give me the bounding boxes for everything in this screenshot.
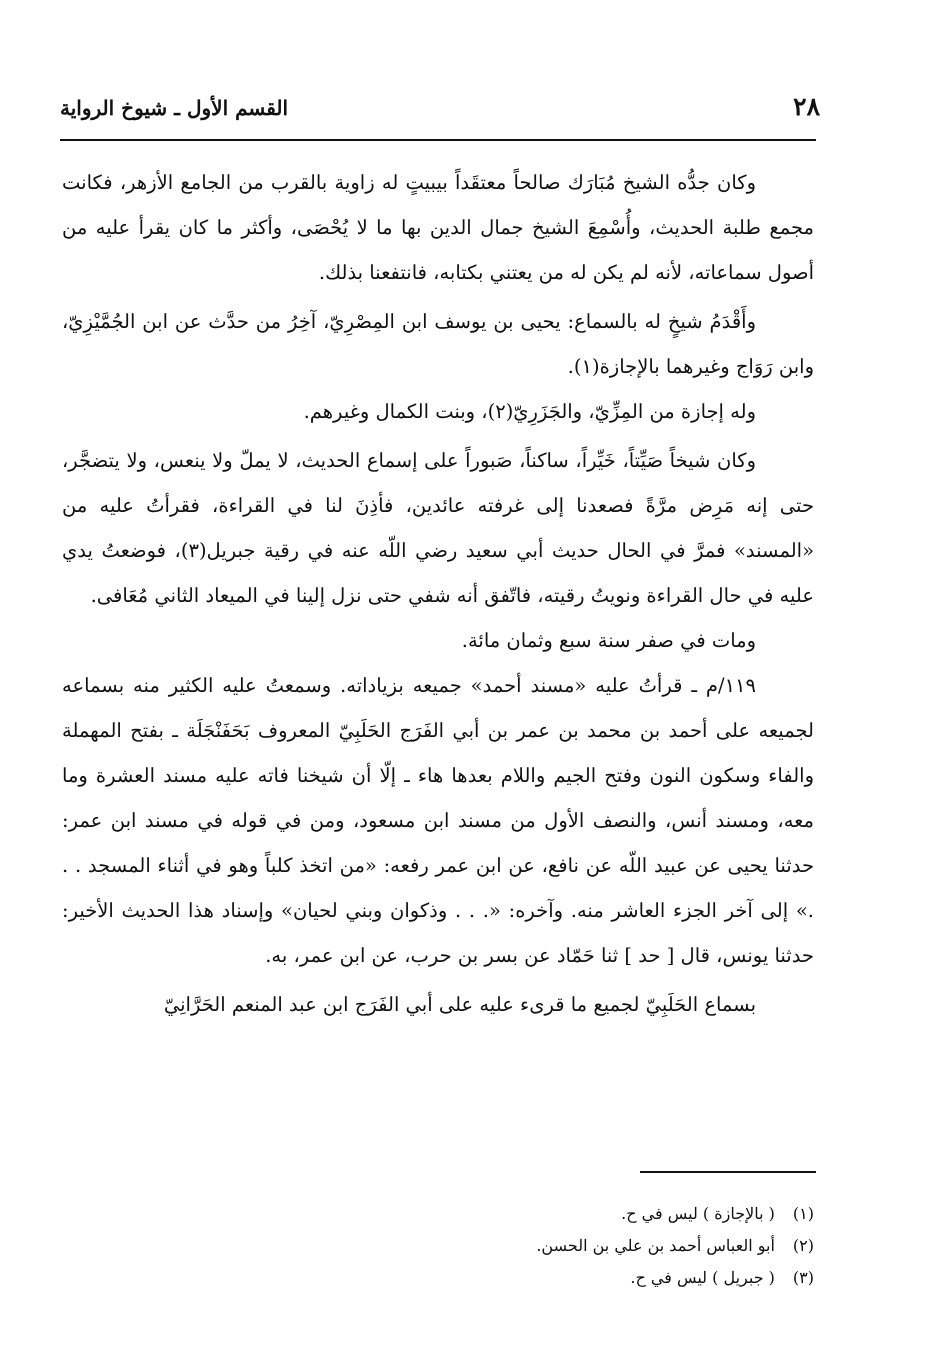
footnote-2 <box>360 1230 814 1262</box>
page-header <box>60 88 820 128</box>
paragraph-entry-119: ١١٩/م ـ قرأتُ عليه «مسند أحمد» جميعه بزياداته. وسمعتُ عليه الكثير منه بسماعه لجميعه على أحمد بن محمد بن عمر بن أبي الفَرَج الحَلَبِيّ المعروف بَحَفَنْجَلَة ـ بفتح المهملة والفاء وسكون النون وفتح الجيم واللام بعدها هاء ـ إلّا أن شيخنا فاته عليه مسند العشرة وما معه، ومسند أنس، والنصف الأول من مسند ابن مسعود، ومن في قوله في مسند ابن عمر: حدثنا يحيى عن عبيد اللّه عن نافع، عن ابن عمر رفعه: «من اتخذ كلباً وهو في أثناء المسجد . . .» إلى آخر الجزء العاشر منه. وآخره: «. . . وذكوان وبني لحيان» وإسناد هذا الحديث الأخير: حدثنا يونس، قال [ حد ] ثنا حَمّاد عن بسر بن حرب، عن ابن عمر، به. <box>62 674 814 967</box>
header-rule <box>60 139 816 141</box>
footnote-number: (٣) <box>792 1268 814 1287</box>
footnote-number: (٢) <box>792 1236 814 1255</box>
page-number: ٢٨ <box>793 92 820 121</box>
footnote-3 <box>360 1262 814 1294</box>
paragraph-halabi-chain: بسماع الحَلَبِيّ لجميع ما قرىء عليه على أبي الفَرَج ابن عبد المنعم الحَرَّانِيّ <box>163 993 756 1016</box>
footnote-number: (١) <box>792 1204 814 1223</box>
footnote-text: أبو العباس أحمد بن علي بن الحسن. <box>536 1236 775 1255</box>
running-title: القسم الأول ـ شيوخ الرواية <box>60 96 289 120</box>
paragraph-ijaza: وله إجازة من المِزِّيّ، والجَزَرِيّ(٢)، وبنت الكمال وغيرهم. <box>303 400 756 423</box>
main-text <box>62 160 814 1027</box>
footnote-text: ( جبريل ) ليس في ح. <box>630 1268 775 1287</box>
footnote-text: ( بالإجازة ) ليس في ح. <box>621 1204 775 1223</box>
paragraph-death: ومات في صفر سنة سبع وثمان مائة. <box>461 629 756 652</box>
footnote-rule <box>640 1171 816 1173</box>
paragraph-first-sheikh: وأَقْدَمُ شيخٍ له بالسماع: يحيى بن يوسف ابن المِصْرِيّ، آخِرُ من حدَّث عن ابن الجُمَّيْزِيّ، وابن رَوَاج وغيرهما بالإجازة(١). <box>62 310 814 378</box>
footnote-1 <box>360 1198 814 1230</box>
footnotes <box>360 1198 814 1294</box>
paragraph-grandfather: وكان جدُّه الشيخ مُبَارَك صالحاً معتقَداً بيبيتٍ له زاوية بالقرب من الجامع الأزهر، فكانت مجمع طلبة الحديث، وأُسْمِعَ الشيخ جمال الدين بها ما لا يُحْصَى، وأكثر ما كان يقرأ عليه من أصول سماعاته، لأنه لم يكن له من يعتني بكتابه، فانتفعنا بذلك. <box>62 171 814 284</box>
paragraph-character: وكان شيخاً صَيِّتاً، خَيِّراً، ساكناً، صَبوراً على إسماع الحديث، لا يملّ ولا ينعس، ولا يتضجَّر، حتى إنه مَرِض مرَّةً فصعدنا إلى غرفته عائدين، فأذِنَ لنا في القراءة، فقرأتُ عليه من «المسند» فمرَّ في الحال حديث أبي سعيد رضي اللّه عنه في رقية جبريل(٣)، فوضعتُ يدي عليه في حال القراءة ونويتُ رقيته، فاتّفق أنه شفي حتى نزل إلينا في الميعاد الثاني مُعَافى. <box>62 449 815 607</box>
